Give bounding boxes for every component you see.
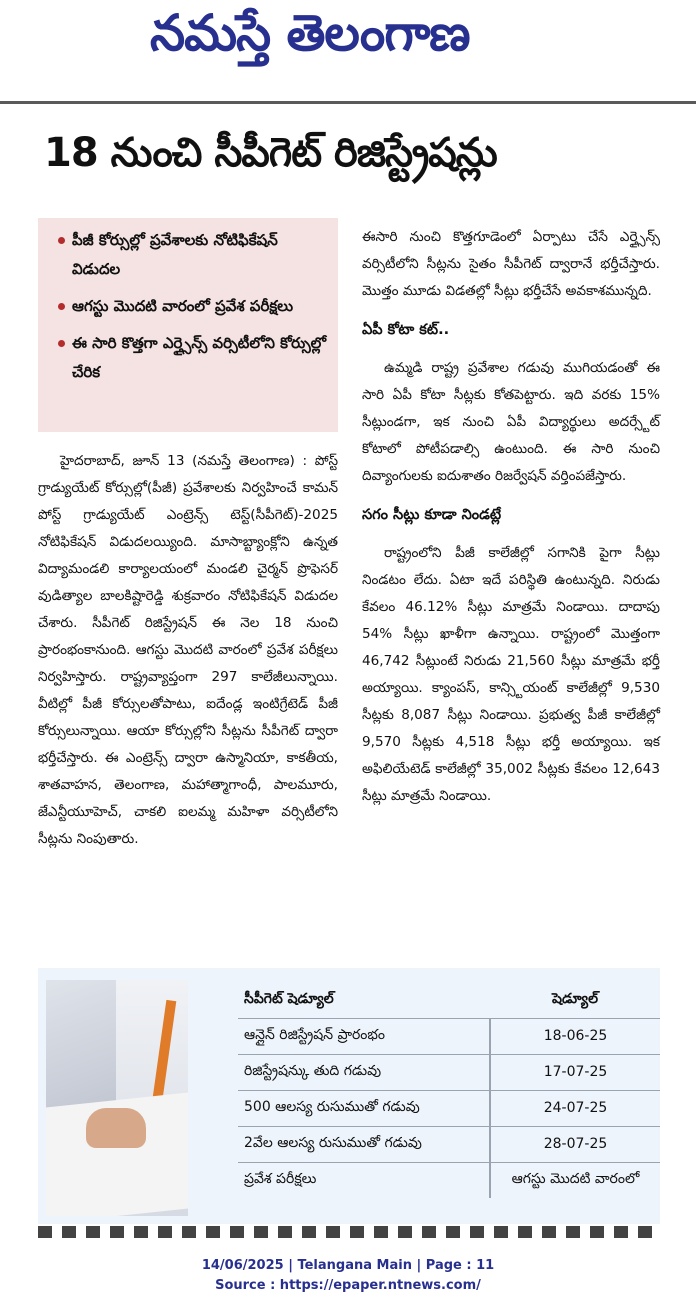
schedule-row <box>238 1090 660 1126</box>
schedule-row <box>238 1018 660 1054</box>
highlights-box <box>38 218 338 432</box>
article-body-paragraph: రాష్ట్రంలోని పీజీ కాలేజీల్లో సగానికి పైగా సీట్లు నిండటం లేదు. ఏటా ఇదే పరిస్థితి ఉంటున్నది. నిరుడు కేవలం 46.12% సీట్లు మాత్రమే నిండాయి. దాదాపు 54% సీట్లు ఖాళీగా ఉన్నాయి. రాష్ట్రంలో మొత్తంగా 46,742 సీట్లుంటే నిరుడు 21,560 సీట్లు మాత్రమే భర్తీ అయ్యాయి. క్యాంపస్, కాన్స్టియంట్ కాలేజీల్లో 9,530 సీట్లకు 8,087 సీట్లు నిండాయి. ప్రభుత్వ పీజీ కాలేజీల్లో 9,570 సీట్లకు 4,518 సీట్లు భర్తీ అయ్యాయి. ఇక అఫిలియేటెడ్ కాలేజీల్లో 35,002 సీట్లకు కేవలం 12,643 సీట్లు మాత్రమే నిండాయి. <box>362 545 660 804</box>
schedule-event: ప్రవేశ పరీక్షలు <box>238 1162 490 1198</box>
schedule-event: ఆన్లైన్ రిజిస్ట్రేషన్ ప్రారంభం <box>238 1018 490 1054</box>
schedule-date: 28-07-25 <box>490 1126 660 1162</box>
schedule-row <box>238 1162 660 1198</box>
newspaper-logo: నమస్తే తెలంగాణ <box>150 4 470 62</box>
schedule-header-row <box>238 984 660 1018</box>
footer-date-page: 14/06/2025 | Telangana Main | Page : 11 <box>201 1258 495 1273</box>
schedule-table <box>238 984 660 1198</box>
schedule-date: ఆగస్టు మొదటి వారంలో <box>490 1162 660 1198</box>
highlight-item: ఈ సారి కొత్తగా ఎర్త్సైన్స్ వర్సిటీలోని కోర్సుల్లో చేరిక <box>58 329 330 387</box>
schedule-date: 24-07-25 <box>490 1090 660 1126</box>
schedule-box <box>38 968 660 1224</box>
schedule-event: రిజిస్ట్రేషన్కు తుది గడువు <box>238 1054 490 1090</box>
article-left-column <box>38 448 338 853</box>
masthead-divider <box>0 101 696 104</box>
schedule-event: 500 ఆలస్య రుసుముతో గడువు <box>238 1090 490 1126</box>
schedule-date-header: షెడ్యూల్ <box>551 991 599 1008</box>
schedule-date: 17-07-25 <box>490 1054 660 1090</box>
truncated-next-headline <box>38 1226 660 1238</box>
masthead <box>0 0 696 100</box>
article-headline: 18 నుంచి సీపీగెట్ రిజిస్ట్రేషన్లు <box>44 130 497 176</box>
schedule-event: 2వేల ఆలస్య రుసుముతో గడువు <box>238 1126 490 1162</box>
schedule-row <box>238 1054 660 1090</box>
section-subheading: ఏపీ కోటా కట్.. <box>362 322 450 338</box>
highlight-item: పీజీ కోర్సుల్లో ప్రవేశాలకు నోటిఫికేషన్ విడుదల <box>58 226 330 284</box>
schedule-event-header: సీపీగెట్ షెడ్యూల్ <box>244 991 334 1008</box>
student-exam-photo <box>46 980 188 1216</box>
section-subheading: సగం సీట్లు కూడా నిండట్లే <box>362 507 502 523</box>
article-body-paragraph: ఈసారి నుంచి కొత్తగూడెంలో ఏర్పాటు చేసే ఎర్త్సైన్స్ వర్సిటీలోని సీట్లను సైతం సీపీగెట్ ద్వారానే భర్తీచేస్తారు. మొత్తం మూడు విడతల్లో సీట్లు భర్తీచేసే అవకాశమున్నది. <box>362 229 660 299</box>
highlight-item: ఆగస్టు మొదటి వారంలో ప్రవేశ పరీక్షలు <box>58 292 330 321</box>
photo-hand-shape <box>86 1108 146 1148</box>
page-footer <box>0 1256 696 1296</box>
article-body-paragraph: హైదరాబాద్, జూన్ 13 (నమస్తే తెలంగాణ) : పోస్ట్ గ్రాడ్యుయేట్ కోర్సుల్లో(పీజీ) ప్రవేశాలకు నిర్వహించే కామన్ పోస్ట్ గ్రాడ్యుయేట్ ఎంట్రెన్స్ టెస్ట్(సీపీగెట్)-2025 నోటిఫికేషన్ విడుదలయ్యింది. మాసాబ్ట్యాంక్లోని ఉన్నత విద్యామండలి కార్యాలయంలో మండలి చైర్మన్ ప్రొఫెసర్ వుడిత్యాల బాలకిష్టారెడ్డి శుక్రవారం నోటిఫికేషన్ విడుదల చేశారు. సీపీగెట్ రిజిస్ట్రేషన్ ఈ నెల 18 నుంచి ప్రారంభంకానుంది. ఆగస్టు మొదటి వారంలో ప్రవేశ పరీక్షలు నిర్వహిస్తారు. రాష్ట్రవ్యాప్తంగా 297 కాలేజీలున్నాయి. వీటిల్లో పీజీ కోర్సులతోపాటు, ఐదేండ్ల ఇంటిగ్రేటెడ్ పీజీ కోర్సులున్నాయి. ఆయా కోర్సుల్లోని సీట్లను సీపీగెట్ ద్వారా భర్తీచేస్తారు. ఈ ఎంట్రెన్స్ ద్వారా ఉస్మానియా, కాకతీయ, శాతవాహన, తెలంగాణ, మహాత్మాగాంధీ, పాలమూరు, జేఎన్టీయూహెచ్, చాకలి ఐలమ్మ మహిళా వర్సిటీలోని సీట్లను నింపుతారు. <box>38 453 338 847</box>
footer-source-link[interactable]: Source : https://epaper.ntnews.com/ <box>215 1278 481 1293</box>
schedule-row <box>238 1126 660 1162</box>
article-body-paragraph: ఉమ్మడి రాష్ట్ర ప్రవేశాల గడువు ముగియడంతో ఈ సారి ఏపీ కోటా సీట్లకు కోతపెట్టారు. ఇది వరకు 15% సీట్లుండగా, ఇక నుంచి ఏపీ విద్యార్థులు అదర్స్టేట్ కోటాలో పోటీపడాల్సి ఉంటుంది. ఈ సారి నుంచి దివ్యాంగులకు ఐదుశాతం రిజర్వేషన్ వర్తింపజేస్తారు. <box>362 360 660 484</box>
article-right-column <box>362 224 660 810</box>
schedule-date: 18-06-25 <box>490 1018 660 1054</box>
